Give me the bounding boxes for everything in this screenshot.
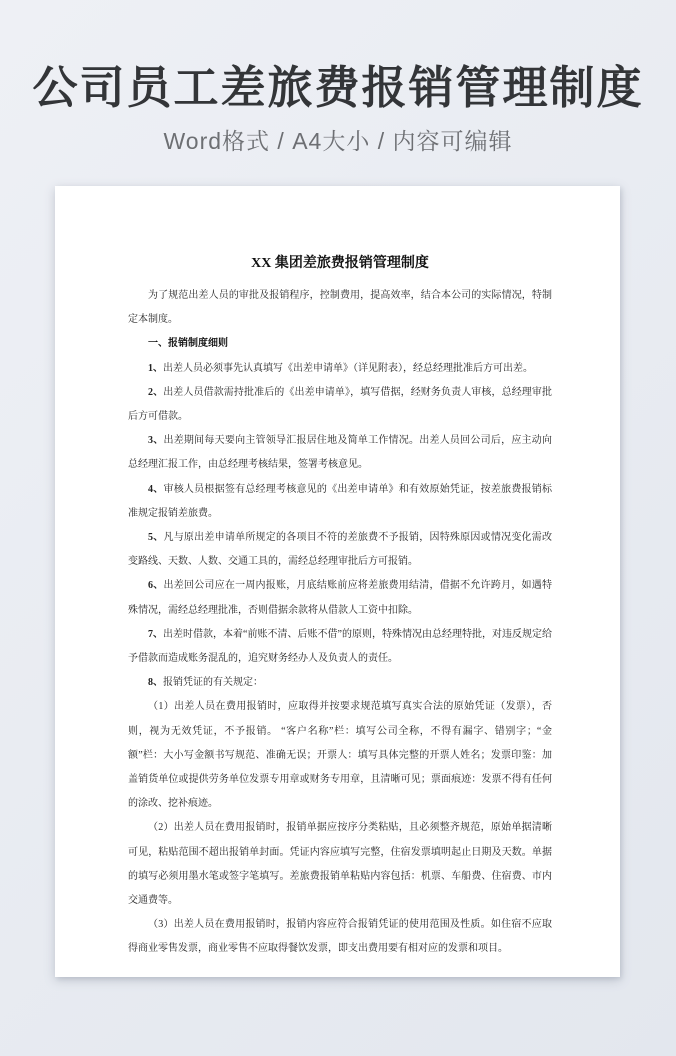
doc-subitem-2-number: （2）	[148, 822, 174, 834]
doc-item-8-text: 报销凭证的有关规定：	[163, 677, 263, 689]
doc-item-2	[128, 381, 552, 429]
doc-item-4	[128, 478, 552, 526]
doc-item-5-number: 5、	[148, 532, 164, 544]
doc-item-2-number: 2、	[148, 386, 164, 398]
banner-title: 公司员工差旅费报销管理制度	[32, 62, 644, 113]
doc-subitem-1-number: （1）	[148, 701, 175, 713]
doc-intro-paragraph: 为了规范出差人员的审批及报销程序，控制费用，提高效率，结合本公司的实际情况，特制定本制度。	[128, 290, 552, 326]
banner-subtitle: Word格式 / A4大小 / 内容可编辑	[163, 127, 513, 154]
doc-item-6-text: 出差回公司应在一周内报账，月底结账前应将差旅费用结清，借据不允许跨月，如遇特殊情况，需经总经理批准，否则借据余款将从借款人工资中扣除。	[128, 580, 553, 616]
doc-item-8-number: 8、	[148, 677, 163, 689]
doc-item-1-text: 出差人员必须事先认真填写《出差申请单》（详见附表），经总经理批准后方可出差。	[163, 362, 533, 374]
doc-item-6-number: 6、	[148, 580, 164, 592]
doc-subitem-1	[128, 695, 552, 816]
doc-item-5-text: 凡与原出差申请单所规定的各项目不符的差旅费不予报销，因特殊原因或情况变化需改变路线、天数、人数、交通工具的，需经总经理审批后方可报销。	[128, 532, 553, 568]
doc-item-4-text: 审核人员根据签有总经理考核意见的《出差申请单》和有效原始凭证，按差旅费报销标准规定报销差旅费。	[128, 483, 553, 519]
doc-item-7-text: 出差时借款，本着“前账不清、后账不借”的原则，特殊情况由总经理特批，对违反规定给予借款而造成账务混乱的，追究财务经办人及负责人的责任。	[128, 628, 552, 665]
doc-item-3	[128, 429, 552, 477]
document-page	[55, 186, 620, 977]
doc-item-2-text: 出差人员借款需持批准后的《出差申请单》，填写借据，经财务负责人审核，总经理审批后方可借款。	[128, 386, 553, 423]
doc-subitem-3	[128, 913, 552, 961]
doc-item-6	[128, 574, 552, 622]
doc-subitem-2	[128, 816, 552, 913]
doc-subitem-3-text: 出差人员在费用报销时，报销内容应符合报销凭证的使用范围及性质。如住宿不应取得商业零售发票，商业零售不应取得餐饮发票，即支出费用要有相对应的发票和项目。	[128, 919, 553, 955]
doc-subitem-3-number: （3）	[148, 919, 174, 931]
doc-item-7-number: 7、	[148, 628, 164, 640]
doc-section-heading: 一、报销制度细则	[148, 338, 228, 350]
doc-subitem-2-text: 出差人员在费用报销时，报销单据应按序分类粘贴，且必须整齐规范，原始单据清晰可见，粘贴范围不超出报销单封面。凭证内容应填写完整，住宿发票填明起止日期及天数。单据的填写必须用墨水笔或签字笔填写。差旅费报销单粘贴内容包括：机票、车船费、住宿费、市内交通费等。	[128, 822, 553, 907]
document-title: XX 集团差旅费报销管理制度	[251, 256, 429, 271]
banner	[0, 0, 676, 156]
doc-item-4-number: 4、	[148, 483, 164, 495]
doc-item-8	[128, 671, 552, 695]
doc-item-3-number: 3、	[148, 435, 164, 447]
doc-subitem-1-text: 出差人员在费用报销时，应取得并按要求规范填写真实合法的原始凭证（发票），否则，视为无效凭证，不予报销。 “客户名称”栏：填写公司全称，不得有漏字、错别字；“金额”栏：大小写金额书写规范、准确无误；开票人：填写具体完整的开票人姓名；发票印鉴：加盖销货单位或提供劳务单位发票专用章或财务专用章，且清晰可见；票面痕迹：发票不得有任何的涂改、挖补痕迹。	[128, 701, 553, 810]
doc-item-1	[128, 357, 552, 381]
doc-item-7	[128, 623, 552, 671]
doc-item-5	[128, 526, 552, 574]
doc-item-3-text: 出差期间每天要向主管领导汇报居住地及简单工作情况。出差人员回公司后，应主动向总经理汇报工作，由总经理考核结果，签署考核意见。	[128, 435, 553, 471]
doc-item-1-number: 1、	[148, 362, 163, 374]
